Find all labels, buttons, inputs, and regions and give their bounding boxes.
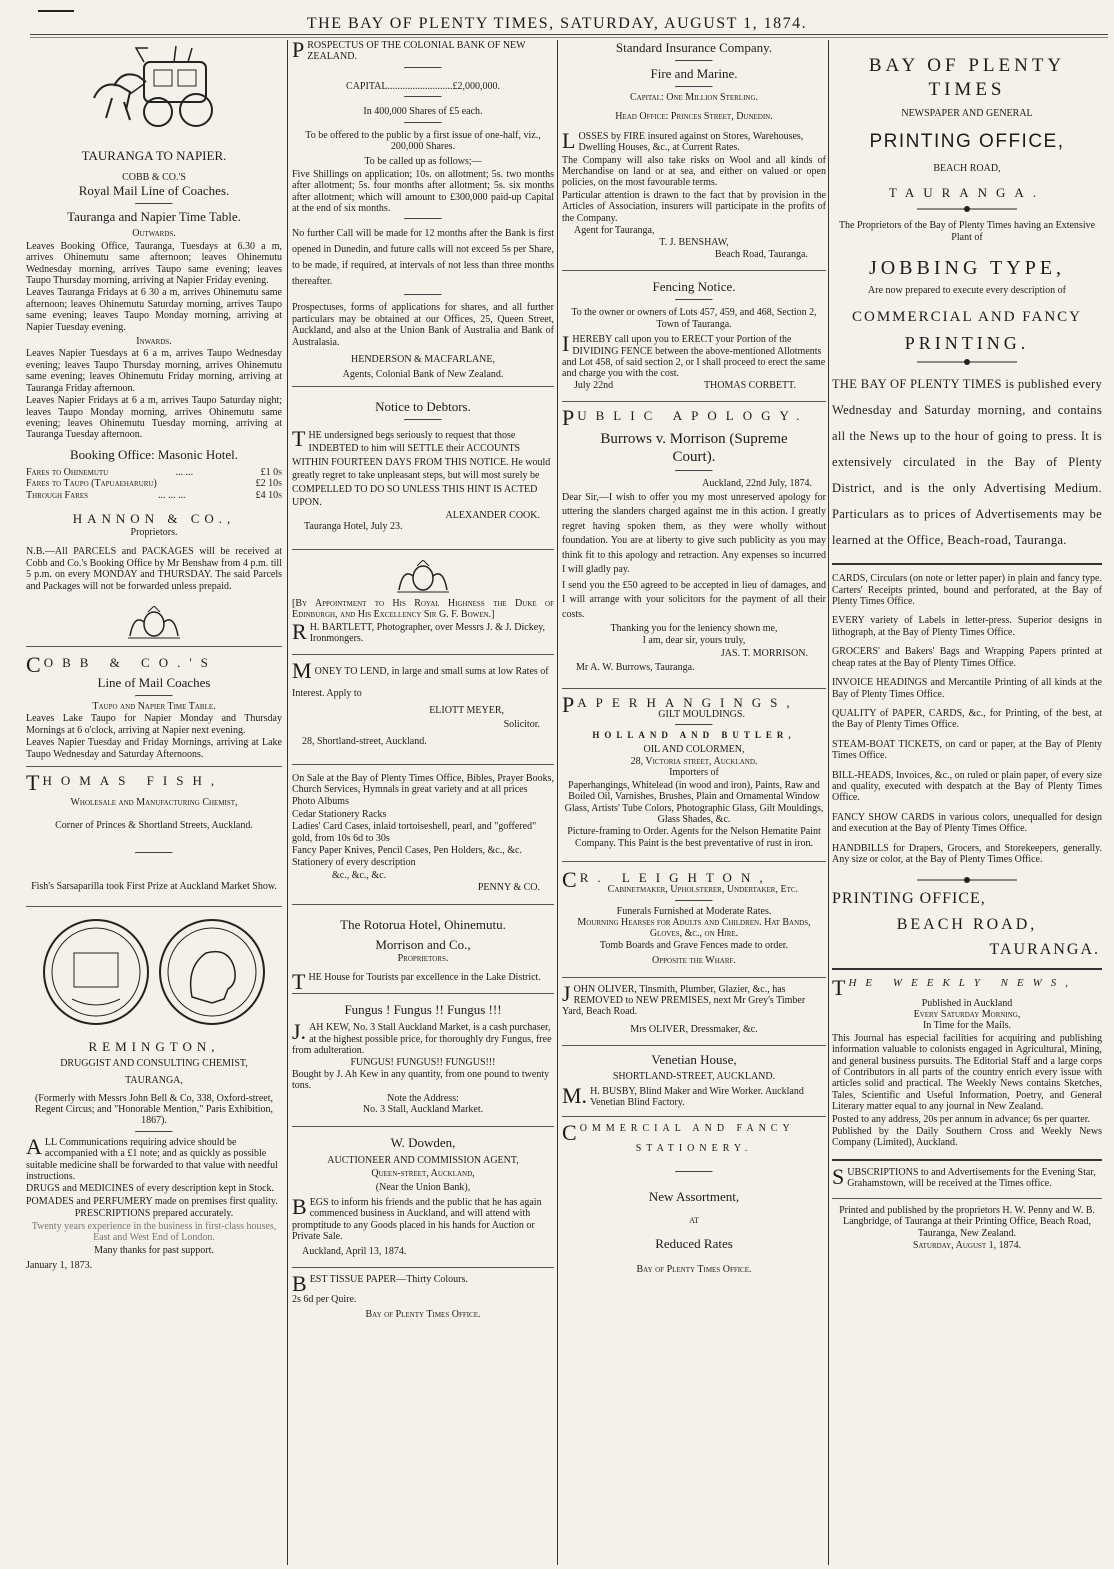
dowden-near: (Near the Union Bank),	[375, 1181, 471, 1193]
fungus-heading: Fungus ! Fungus !! Fungus !!!	[344, 1002, 502, 1018]
insurance-particular: Particular attention is drawn to the fact that by provision in the Articles of Association, insurers will participate in the profits of the Company.	[562, 189, 826, 224]
leighton-title: R. LEIGHTON,	[579, 870, 772, 886]
printing-ad: STEAM-BOAT TICKETS, on card or paper, at the Bay of Plenty Times Office.	[832, 738, 1102, 762]
fare-price: £2 10s	[255, 478, 282, 490]
masthead	[0, 0, 1114, 34]
inwards-text: Leaves Napier Tuesdays at 6 a m, arrives Taupo Wednesday evening; leaves Taupo Thursday morning, arrives Ohinemutu same evening; leaves Ohinemutu Friday morning, arriving at Tauranga Friday afternoon.	[26, 348, 282, 394]
debtors-notice	[292, 425, 554, 510]
gilt-mouldings: GILT MOULDINGS.	[658, 708, 745, 720]
imprint-text: Printed and published by the proprietors H. W. Penny and W. B. Langbridge, of Tauranga at their Printing Office, Beach Road, Tauranga, New Zealand.	[839, 1204, 1095, 1239]
oliver-text: OHN OLIVER, Tinsmith, Plumber, Glazier, &c., has REMOVED to NEW PREMISES, next Mr Grey's Timber Yard, Beach Road.	[562, 983, 806, 1018]
insurance-capital: Capital: One Million Sterling.	[629, 92, 759, 103]
debtors-heading: Notice to Debtors.	[375, 398, 471, 414]
at-label: AT	[689, 1215, 699, 1225]
morrison-heading: Morrison and Co.,	[375, 936, 471, 952]
dowden-heading: W. Dowden,	[390, 1134, 456, 1150]
tissue-office: Bay of Plenty Times Office.	[365, 1309, 481, 1321]
fencing-heading: Fencing Notice.	[652, 279, 736, 295]
royal-arms-icon	[122, 606, 186, 640]
bank-called: To be called up as follows;—	[364, 156, 482, 168]
timetable-heading: Tauranga and Napier Time Table.	[67, 209, 241, 225]
fare-price: £4 10s	[255, 489, 282, 501]
drop-cap: M	[292, 658, 312, 684]
apology-text: I send you the £50 agreed to be accepted in lieu of damages, and I will arrange with your solicitors for the payment of all their costs.	[562, 579, 826, 620]
beach-road-label: BEACH ROAD,	[933, 163, 1001, 175]
holland-butler: HOLLAND AND BUTLER,	[592, 730, 796, 741]
dowden-date: Auckland, April 13, 1874.	[302, 1245, 407, 1257]
bank-nofurther: No further Call will be made for 12 months after the Bank is first opened in Dunedin, and future calls will not exceed 5s per Share, to be made, if required, at intervals of not less than three months thereafter.	[292, 228, 554, 288]
drop-cap: M.	[562, 1082, 588, 1108]
column-4	[832, 40, 1102, 1565]
drop-cap: R	[292, 618, 307, 644]
weekly-published: Published in Auckland	[921, 997, 1013, 1009]
commercial-heading	[562, 1120, 826, 1146]
ahkew-notice	[292, 1019, 554, 1057]
taupo-text: Leaves Lake Taupo for Napier Monday and Thursday Mornings at 6 o'clock, arriving at Napier next evening.	[26, 713, 282, 736]
picture-framing: Picture-framing to Order. Agents for the Nelson Hematite Paint Company. This Paint is the best preventative of rust in iron.	[567, 826, 821, 849]
dowden-auctioneer: AUCTIONEER AND COMMISSION AGENT,	[327, 1154, 519, 1166]
printing-ad: FANCY SHOW CARDS in various colors, unequalled for design and execution at the Bay of Plenty Times Office.	[832, 811, 1102, 835]
paperhangings-list: Paperhangings, Whitelead (in wood and iron), Paints, Raw and Boiled Oil, Varnishes, Brushes, Plain and Ornamental Window Glass, Artists' Tube Colors, Photographic Glass, Gilt Mouldings, Glass Shades, &c.	[564, 779, 824, 825]
benshaw-address: Beach Road, Tauranga.	[715, 248, 808, 260]
fencing-text: HEREBY call upon you to ERECT your Portion of the DIVIDING FENCE between the above-mentioned Allotments and Lot 458, of said section 2, or I shall proceed to erect the same and charge you with the cost.	[562, 334, 826, 380]
drugs-text: DRUGS and MEDICINES of every description kept in Stock.	[26, 1183, 275, 1195]
taupo-timetable-label: Taupo and Napier Time Table.	[92, 700, 216, 712]
rotorua-heading: The Rotorua Hotel, Ohinemutu.	[340, 916, 506, 932]
tauranga-heading: TAURANGA.	[888, 184, 1046, 200]
coach-heading: TAURANGA TO NAPIER.	[81, 148, 227, 163]
drop-cap: T	[832, 974, 846, 1000]
insurance-head-office: Head Office: Princes Street, Dunedin.	[615, 111, 773, 123]
po-tauranga: TAURANGA.	[989, 941, 1100, 959]
column-1	[26, 40, 282, 1565]
stationery-office: Bay of Plenty Times Office.	[636, 1264, 752, 1276]
fare-label: Fares to Taupo (Tapuaeharuru)	[26, 478, 157, 490]
printing-ad: HANDBILLS for Drapers, Grocers, and Storekeepers, generally. Any size or color, at the Bay of Plenty Times Office.	[832, 842, 1102, 865]
masthead-title: THE BAY OF PLENTY TIMES, SATURDAY, AUGUST 1, 1874.	[306, 15, 808, 32]
booking-office: Booking Office: Masonic Hotel.	[69, 446, 238, 462]
corbett-name: THOMAS CORBETT.	[703, 379, 796, 391]
tomb-text: Tomb Boards and Grave Fences made to order.	[599, 939, 789, 951]
proprietors-text: The Proprietors of the Bay of Plenty Times having an Extensive Plant of	[838, 220, 1096, 243]
drop-cap: C	[562, 1120, 577, 1146]
insurance-heading: Standard Insurance Company.	[615, 40, 773, 55]
fungus-subheading: FUNGUS! FUNGUS!! FUNGUS!!!	[350, 1056, 496, 1068]
commercial-fancy-heading: COMMERCIAL AND FANCY	[851, 309, 1083, 326]
communications-text: LL Communications requiring advice should be accompanied with a £1 note; and as quickly as possible suitable medicine shall be forwarded to that value with needful instructions.	[26, 1136, 278, 1183]
fish-prize: Fish's Sarsaparilla took First Prize at Auckland Market Show.	[31, 880, 277, 892]
formerly-text: (Formerly with Messrs John Bell & Co, 338, Oxford-street, Regent Circus; and "Honorable Mention," Paris Exhibition, 1867).	[34, 1092, 274, 1127]
imprint-date: Saturday, August 1, 1874.	[912, 1239, 1022, 1251]
communications-notice	[26, 1133, 282, 1183]
hannon-heading: HANNON & CO.,	[72, 510, 236, 526]
drop-cap: T	[292, 969, 306, 995]
cobb-label: COBB & CO.'S	[122, 172, 186, 183]
printing-ad: BILL-HEADS, Invoices, &c., on ruled or plain paper, of every size and quality, executed with despatch at the Bay of Plenty Times Office.	[832, 769, 1102, 804]
weekly-news-heading	[832, 974, 1102, 1000]
bartlett-text: H. BARTLETT, Photographer, over Messrs J. & J. Dickey, Ironmongers.	[309, 621, 546, 644]
weekly-published-by: Published by the Daily Southern Cross and Weekly News Company (Limited), Auckland.	[832, 1126, 1102, 1149]
onsale-item: Ladies' Card Cases, inlaid tortoiseshell, pearl, and "goffered" gold, from 10s 6d to 30s	[292, 821, 537, 844]
fish-subtitle: Wholesale and Manufacturing Chemist,	[70, 797, 238, 808]
drop-cap: T	[292, 425, 306, 451]
fare-row	[26, 467, 282, 478]
apology-date: Auckland, 22nd July, 1874.	[702, 478, 812, 490]
printing-ad: GROCERS' and Bakers' Bags and Wrapping Papers printed at cheap rates at the Bay of Plenty Times Office.	[832, 646, 1102, 669]
commercial-title: OMMERCIAL AND FANCY	[579, 1123, 795, 1135]
importers-label: Importers of	[669, 767, 719, 779]
money-notice	[292, 658, 554, 705]
debtors-text: HE undersigned begs seriously to request that those INDEBTED to him will SETTLE their ACCOUNTS WITHIN FOURTEEN DAYS FROM THIS NOTICE. He would greatly regret to take unpleasant steps, but will most surely be COMPELLED TO DO SO UNLESS THIS HINT IS ACTED UPON.	[292, 429, 551, 509]
drop-cap: B	[292, 1193, 307, 1219]
opposite-wharf: Opposite the Wharf.	[652, 955, 736, 967]
appointment-text: [By Appointment to His Royal Highness the Duke of Edinburgh, and His Excellency Sir G. F. Bowen.]	[292, 597, 554, 621]
fare-label: Fares to Ohinemutu	[26, 466, 109, 478]
weekly-intime: In Time for the Mails.	[922, 1020, 1012, 1032]
newspaper-label: NEWSPAPER AND GENERAL	[901, 108, 1033, 119]
printing-ad: QUALITY of PAPER, CARDS, &c., for Printing, of the best, at the Bay of Plenty Times Office.	[832, 707, 1102, 731]
inwards-text: Leaves Napier Fridays at 6 a m, arrives Taupo Saturday night; leaves Taupo Monday morning, arrives Ohinemutu same evening; leaves Ohinemutu Tuesday morning, arriving at Tauranga Tuesday afternoon.	[26, 395, 282, 441]
fare-price: £1 0s	[260, 466, 282, 478]
oil-colormen: OIL AND COLORMEN,	[643, 744, 745, 756]
money-text: ONEY TO LEND, in large and small sums at low Rates of Interest. Apply to	[292, 666, 549, 700]
cobb-line-heading	[26, 651, 282, 677]
column-divider	[557, 40, 558, 1565]
morrison-proprietors: Proprietors.	[397, 952, 449, 964]
dowden-text: EGS to inform his friends and the public that he has again commenced business in Auckland, and will attend with promptitude to any Goods placed in his hands for Auction or Private Sale.	[292, 1196, 542, 1243]
intro-text: THE BAY OF PLENTY TIMES is published every Wednesday and Saturday morning, and contains all the News up to the hour of going to press. It is extensively circulated in the Bay of Plenty District, and is the only Advertising Medium. Particulars as to prices of Advertisements may be learned at the Office, Beach-road, Tauranga.	[832, 377, 1102, 548]
penny-name: PENNY & CO.	[477, 882, 540, 894]
drop-cap: A	[26, 1133, 42, 1159]
drop-cap: S	[832, 1163, 845, 1189]
outwards-text: Leaves Tauranga Fridays at 6 30 a m, arrives Ohinemutu same afternoon; leaves Ohinemutu Saturday morning, arrives Taupo same evening; leaves Taupo Monday morning, arriving at Napier Tuesday evening.	[26, 287, 282, 333]
onsale-item: Photo Albums	[292, 796, 349, 808]
dowden-queen: Queen-street, Auckland,	[371, 1168, 475, 1180]
masthead-mark	[38, 10, 74, 12]
bank-offered: To be offered to the public by a first issue of one-half, viz., 200,000 Shares.	[305, 129, 541, 153]
cook-date: Tauranga Hotel, July 23.	[304, 521, 403, 533]
busby-notice	[562, 1082, 826, 1109]
new-assortment: New Assortment,	[648, 1188, 740, 1204]
royal-arms-icon	[391, 560, 455, 594]
remington-heading: REMINGTON,	[88, 1038, 220, 1054]
parcels-notice: N.B.—All PARCELS and PACKAGES will be received at Cobb and Co.'s Booking Office by Mr Benshaw from 4 p.m. till 5 p.m. on every MONDAY and THURSDAY. The said Parcels and Packages will not be forwarded unless prepaid.	[26, 546, 282, 592]
paperhangings-title: APERHANGINGS,	[577, 694, 799, 710]
fungus-stall: No. 3 Stall, Auckland Market.	[362, 1104, 484, 1116]
inwards-label: Inwards.	[136, 336, 172, 348]
printing-heading: PRINTING.	[904, 332, 1030, 353]
apology-addressee: Mr A. W. Burrows, Tauranga.	[576, 662, 695, 674]
prize-medals-illustration	[36, 913, 272, 1031]
ahkew-text: AH KEW, No. 3 Stall Auckland Market, is a cash purchaser, at the highest possible price, for thoroughly dry Fungus, free from adulteration.	[292, 1022, 552, 1057]
bank-agents: Agents, Colonial Bank of New Zealand.	[342, 368, 504, 380]
outwards-text: Leaves Booking Office, Tauranga, Tuesdays at 6.30 a m, arrives Ohinemutu same afternoon; leaves Ohinemutu Wednesday morning, arrives Taupo same evening; leaves Taupo Thursday morning, arriving at Napier Friday evening.	[26, 240, 282, 287]
subscriptions-text: UBSCRIPTIONS to and Advertisements for the Evening Star, Grahamstown, will be received at the Times office.	[847, 1166, 1096, 1190]
printing-ad: CARDS, Circulars (on note or letter paper) in plain and fancy type. Carters' Receipts printed, bound and perforated, at the Bay of Plenty Times Office.	[832, 573, 1102, 608]
druggist-label: DRUGGIST AND CONSULTING CHEMIST,	[60, 1057, 248, 1069]
mourning-text: Mourning Hearses for Adults and Children. Hat Bands, Gloves, &c., on Hire.	[577, 916, 811, 940]
fares-table	[26, 467, 282, 501]
apology-yours: I am, dear sir, yours truly,	[642, 635, 746, 647]
insurance-fire: Fire and Marine.	[650, 66, 738, 81]
tissue-notice	[292, 1270, 554, 1296]
ornament-rule	[917, 357, 1017, 367]
fare-dots: ... ... ...	[158, 489, 186, 501]
reduced-rates: Reduced Rates	[655, 1236, 733, 1252]
drop-cap: P	[562, 405, 575, 431]
fencing-owner: To the owner or owners of Lots 457, 459, and 468, Section 2, Town of Tauranga.	[571, 307, 817, 330]
onsale-item: Stationery of every description	[292, 857, 416, 869]
morrison-signature: JAS. T. MORRISON.	[720, 647, 808, 659]
drop-cap: C	[562, 867, 577, 893]
masthead-rule	[30, 34, 1108, 35]
bank-heading	[292, 40, 554, 63]
jobbing-type-heading: JOBBING TYPE,	[868, 257, 1066, 280]
weekly-news-title: HE WEEKLY NEWS,	[848, 976, 1078, 989]
drop-cap: P	[292, 40, 305, 62]
weekly-journal: This Journal has especial facilities for acquiring and publishing information valuable to colonists engaged in Agricultural, Mining, and general business pursuits. The Editorial Staff and a large corps of Contributors in all parts of the country enrich every issue with articles solid and practical. The Weekly News contains Sketches, Tales, Scientific and Useful Information, Poetry, and General Literary matter equal to any journal in New Zealand.	[832, 1032, 1102, 1113]
drop-cap: I	[562, 331, 570, 357]
tissue-price: 2s 6d per Quire.	[292, 1293, 357, 1305]
ornament-rule	[917, 875, 1017, 885]
cobb-line-title: OBB & CO.'S	[43, 654, 217, 670]
drop-cap: L	[562, 127, 576, 153]
fish-title: HOMAS FISH,	[42, 773, 224, 788]
stationery-label: STATIONERY.	[635, 1143, 753, 1155]
prescriptions-text: PRESCRIPTIONS prepared accurately.	[74, 1208, 234, 1220]
funerals-text: Funerals Furnished at Moderate Rates.	[616, 905, 772, 917]
bpt-title: BAY OF PLENTY TIMES	[868, 55, 1066, 100]
dowden-notice	[292, 1193, 554, 1243]
rotorua-text: HE House for Tourists par excellence in the Lake District.	[308, 972, 541, 984]
drop-cap: C	[26, 651, 41, 677]
onsale-text: On Sale at the Bay of Plenty Times Office, Bibles, Prayer Books, Church Services, Hymnals in great variety and at all prices	[292, 772, 554, 795]
column-2	[292, 40, 554, 1565]
cabinetmaker-label: Cabinetmaker, Upholsterer, Undertaker, Etc.	[607, 884, 799, 896]
oliver-notice	[562, 980, 826, 1018]
apology-text: Dear Sir,—I wish to offer you my most unreserved apology for uttering the slanders charged against me in this action. I greatly regret having spoken them, as they were wholly without foundation. You are at liberty to give such publicity as you may think fit to this apology and retraction. Any expenses so incurred I will gladly pay.	[562, 491, 826, 576]
fish-address: Corner of Princes & Shortland Streets, Auckland.	[55, 820, 253, 832]
bank-five: Five Shillings on application; 10s. on allotment; 5s. two months after allotment; 5s. four months after allotment; 5s. six months after allotment; which will amount to £300,000 paid-up Capital at the end of six months.	[292, 168, 554, 215]
outwards-label: Outwards.	[132, 228, 176, 240]
benshaw-name: T. J. BENSHAW,	[659, 237, 729, 249]
losses-notice	[562, 127, 826, 154]
fare-dots: ... ...	[175, 466, 194, 478]
fencing-notice	[562, 331, 826, 380]
onsale-item: Fancy Paper Knives, Pencil Cases, Pen Holders, &c., &c.	[292, 845, 522, 856]
busby-text: H. BUSBY, Blind Maker and Wire Worker. Auckland Venetian Blind Factory.	[590, 1085, 804, 1108]
henderson-name: HENDERSON & MACFARLANE,	[351, 354, 495, 366]
printing-office-heading: PRINTING OFFICE,	[869, 131, 1065, 153]
drop-cap: J.	[292, 1019, 307, 1045]
fungus-bought: Bought by J. Ah Kew in any quantity, from one pound to twenty tons.	[292, 1069, 550, 1092]
apology-title: UBLIC APOLOGY.	[577, 408, 809, 424]
drop-cap: B	[292, 1270, 307, 1296]
printing-ad: EVERY variety of Labels in letter-press. Superior designs in lithograph, at the Bay of Plenty Times Office.	[832, 615, 1102, 638]
apology-heading	[562, 405, 826, 431]
royal-mail-heading: Royal Mail Line of Coaches.	[78, 183, 230, 199]
bank-prospectuses: Prospectuses, forms of applications for shares, and all further particulars may be obtained at our Offices, 25, Queen Street, Auckland, and also at the Union Bank of Australia and Bank of Australasia.	[292, 302, 554, 348]
insurance-agent: Agent for Tauranga,	[574, 225, 655, 237]
stagecoach-illustration	[84, 40, 224, 138]
fencing-date: July 22nd	[574, 379, 614, 391]
fare-label: Through Fares	[26, 489, 89, 501]
fungus-note: Note the Address:	[387, 1092, 459, 1104]
pomades-text: POMADES and PERFUMERY made on premises first quality.	[26, 1195, 278, 1207]
drop-cap: J	[562, 980, 571, 1006]
insurance-company-text: The Company will also take risks on Wool and all kinds of Merchandise on land or at sea, and either on valued or open policies, on the most favourable terms.	[562, 154, 826, 189]
fencing-signoff	[574, 380, 796, 391]
cook-name: ALEXANDER COOK.	[445, 509, 540, 521]
onsale-item: Cedar Stationery Racks	[292, 808, 387, 820]
thanks-text: Many thanks for past support.	[94, 1244, 214, 1256]
bank-title: ROSPECTUS OF THE COLONIAL BANK OF NEW ZEALAND.	[307, 40, 526, 63]
burrows-heading: Burrows v. Morrison (Supreme Court).	[600, 431, 788, 466]
fish-heading	[26, 770, 282, 795]
weekly-every: Every Saturday Morning,	[913, 1009, 1021, 1020]
rotorua-notice	[292, 969, 554, 995]
apology-thanks: Thanking you for the leniency shown me,	[610, 623, 778, 635]
weekly-posted: Posted to any address, 20s per annum in advance; 6s per quarter.	[832, 1113, 1090, 1125]
mail-coaches-heading: Line of Mail Coaches	[97, 674, 211, 690]
prepared-text: Are now prepared to execute every description of	[868, 285, 1066, 297]
drop-cap: T	[26, 770, 40, 795]
drop-cap: P	[562, 691, 575, 717]
venetian-address: SHORTLAND-STREET, AUCKLAND.	[612, 1071, 776, 1083]
po-beach-road: BEACH ROAD,	[896, 915, 1038, 933]
fare-row	[26, 478, 282, 489]
losses-text: OSSES by FIRE insured against on Stores, Warehouses, Dwelling Houses, &c., at Current Rates.	[578, 130, 804, 154]
proprietors-label: Proprietors.	[130, 526, 178, 538]
column-3	[562, 40, 826, 1565]
column-divider	[828, 40, 829, 1565]
remington-date: January 1, 1873.	[26, 1259, 93, 1271]
bank-capital: CAPITAL..........................£2,000,000.	[346, 80, 500, 92]
tissue-text: EST TISSUE PAPER—Thirty Colours.	[309, 1273, 468, 1285]
meyer-address: 28, Shortland-street, Auckland.	[302, 736, 427, 748]
onsale-etc: &c., &c., &c.	[332, 869, 387, 881]
ornament-rule	[917, 204, 1017, 214]
subscriptions-notice	[832, 1163, 1102, 1190]
meyer-solicitor: Solicitor.	[503, 718, 540, 730]
victoria-street: 28, Victoria street, Auckland.	[630, 755, 758, 767]
taupo-text: Leaves Napier Tuesday and Friday Mornings, arriving at Lake Taupo Wednesday and Saturday Afternoons.	[26, 737, 282, 760]
experience-text: Twenty years experience in the business in first-class houses, East and West End of London.	[31, 1220, 277, 1244]
venetian-heading: Venetian House,	[651, 1052, 737, 1068]
printing-ad: INVOICE HEADINGS and Mercantile Printing of all kinds at the Bay of Plenty Times Office.	[832, 677, 1102, 700]
masthead-rule-2	[30, 37, 1108, 38]
bank-shares: In 400,000 Shares of £5 each.	[363, 106, 483, 118]
bartlett-notice	[292, 618, 554, 645]
column-divider	[287, 40, 288, 1565]
po-heading: PRINTING OFFICE,	[832, 890, 986, 908]
tauranga-label: TAURANGA,	[125, 1075, 183, 1087]
mrs-oliver: Mrs OLIVER, Dressmaker, &c.	[630, 1023, 758, 1035]
meyer-name: ELIOTT MEYER,	[429, 705, 504, 717]
fare-row	[26, 490, 282, 501]
